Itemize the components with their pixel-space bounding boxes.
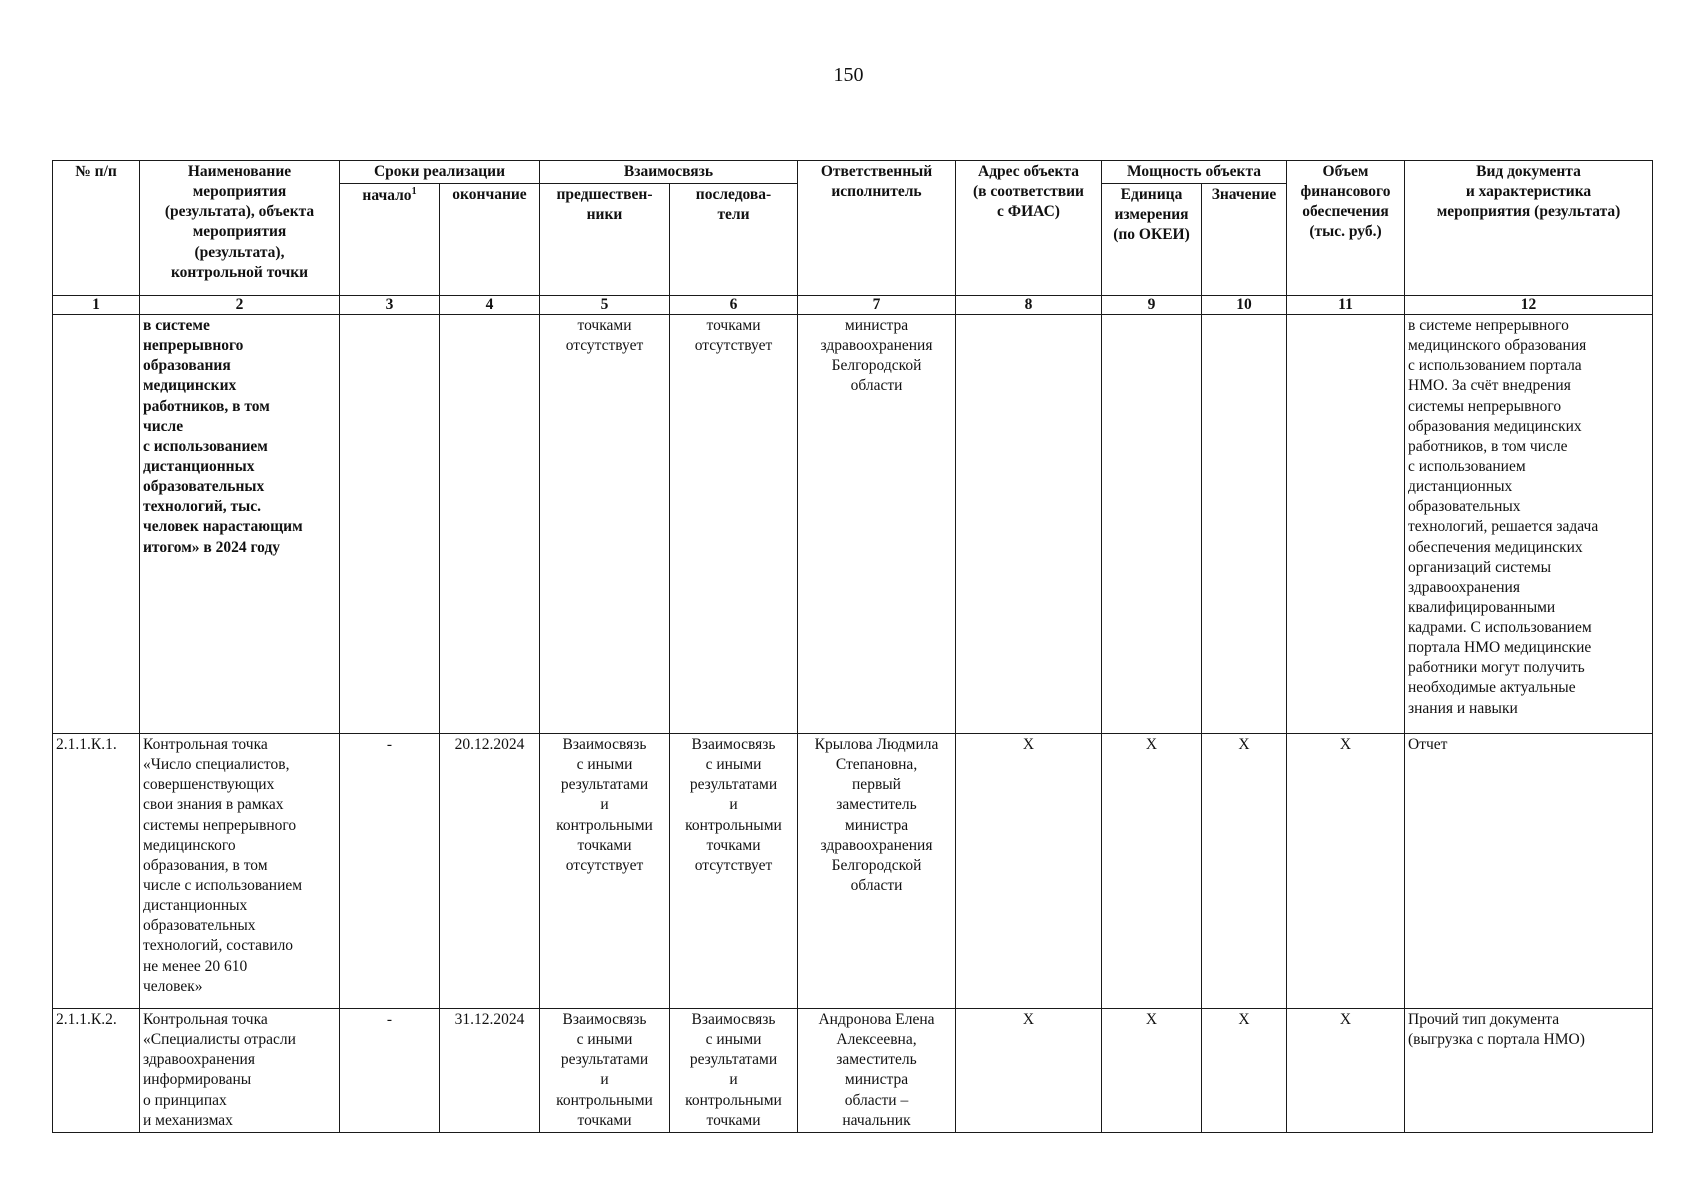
cell-start: - — [340, 733, 440, 1008]
cell-unit — [1102, 314, 1202, 733]
cell-responsible: Андронова Елена Алексеевна, заместитель министра области – начальник — [798, 1008, 956, 1132]
header-relation-group: Взаимосвязь — [540, 161, 798, 184]
cell-end: 31.12.2024 — [440, 1008, 540, 1132]
table-row — [53, 733, 1653, 1008]
cell-name: Контрольная точка «Специалисты отрасли здравоохранения информированы о принципах и механизмах — [140, 1008, 340, 1132]
header-num: № п/п — [53, 161, 140, 296]
cell-value: X — [1202, 1008, 1287, 1132]
cell-finance — [1287, 314, 1405, 733]
cell-responsible: Крылова Людмила Степановна, первый заместитель министра здравоохранения Белгородской области — [798, 733, 956, 1008]
cell-successors: Взаимосвязь с иными результатами и контрольными точками — [670, 1008, 798, 1132]
cell-address: X — [956, 733, 1102, 1008]
page-number: 150 — [833, 64, 864, 86]
header-capacity-group: Мощность объекта — [1102, 161, 1287, 184]
cell-document: Прочий тип документа (выгрузка с портала НМО) — [1405, 1008, 1653, 1132]
table-row — [53, 1008, 1653, 1132]
cell-document: в системе непрерывного медицинского образования с использованием портала НМО. За счёт внедрения системы непрерывного образования медицинских работников, в том числе с использованием дистанционных образовательных технологий, решается задача обеспечения медицинских организаций системы здравоохранения квалифицированными кадрами. С использованием портала НМО медицинские работники могут получить необходимые актуальные знания и навыки — [1405, 314, 1653, 733]
cell-value — [1202, 314, 1287, 733]
header-successors: последова- тели — [670, 184, 798, 296]
col-number: 3 — [340, 296, 440, 315]
cell-start — [340, 314, 440, 733]
cell-num — [53, 314, 140, 733]
header-start — [340, 184, 440, 296]
col-number: 6 — [670, 296, 798, 315]
header-finance: Объем финансового обеспечения (тыс. руб.) — [1287, 161, 1405, 296]
header-start-label: начало — [362, 187, 412, 205]
col-number: 12 — [1405, 296, 1653, 315]
column-number-row — [53, 296, 1653, 315]
cell-address: X — [956, 1008, 1102, 1132]
header-row-1 — [53, 161, 1653, 184]
cell-responsible: министра здравоохранения Белгородской области — [798, 314, 956, 733]
col-number: 4 — [440, 296, 540, 315]
cell-predecessors: точками отсутствует — [540, 314, 670, 733]
cell-finance: X — [1287, 1008, 1405, 1132]
cell-predecessors: Взаимосвязь с иными результатами и контрольными точками отсутствует — [540, 733, 670, 1008]
header-end: окончание — [440, 184, 540, 296]
table-row — [53, 314, 1653, 733]
header-terms-group: Сроки реализации — [340, 161, 540, 184]
cell-document: Отчет — [1405, 733, 1653, 1008]
col-number: 11 — [1287, 296, 1405, 315]
cell-finance: X — [1287, 733, 1405, 1008]
cell-successors: точками отсутствует — [670, 314, 798, 733]
header-value: Значение — [1202, 184, 1287, 296]
col-number: 7 — [798, 296, 956, 315]
header-address: Адрес объекта (в соответствии с ФИАС) — [956, 161, 1102, 296]
header-name: Наименование мероприятия (результата), объекта мероприятия (результата), контрольной точки — [140, 161, 340, 296]
header-document: Вид документа и характеристика мероприятия (результата) — [1405, 161, 1653, 296]
cell-value: X — [1202, 733, 1287, 1008]
cell-predecessors: Взаимосвязь с иными результатами и контрольными точками — [540, 1008, 670, 1132]
col-number: 5 — [540, 296, 670, 315]
cell-num: 2.1.1.К.2. — [53, 1008, 140, 1132]
cell-unit: X — [1102, 1008, 1202, 1132]
cell-successors: Взаимосвязь с иными результатами и контрольными точками отсутствует — [670, 733, 798, 1008]
plan-table — [52, 160, 1653, 1133]
col-number: 8 — [956, 296, 1102, 315]
cell-name: Контрольная точка «Число специалистов, совершенствующих свои знания в рамках системы непрерывного медицинского образования, в том числе с использованием дистанционных образовательных технологий, составило не менее 20 610 человек» — [140, 733, 340, 1008]
cell-end — [440, 314, 540, 733]
col-number: 10 — [1202, 296, 1287, 315]
col-number: 2 — [140, 296, 340, 315]
cell-unit: X — [1102, 733, 1202, 1008]
header-predecessors: предшествен- ники — [540, 184, 670, 296]
col-number: 9 — [1102, 296, 1202, 315]
header-responsible: Ответственный исполнитель — [798, 161, 956, 296]
cell-end: 20.12.2024 — [440, 733, 540, 1008]
plan-table-wrapper — [52, 160, 1652, 1133]
header-unit: Единица измерения (по ОКЕИ) — [1102, 184, 1202, 296]
cell-num: 2.1.1.К.1. — [53, 733, 140, 1008]
col-number: 1 — [53, 296, 140, 315]
footnote-mark: 1 — [411, 186, 417, 198]
cell-address — [956, 314, 1102, 733]
cell-name: в системе непрерывного образования медицинских работников, в том числе с использованием дистанционных образовательных технологий, тыс. человек нарастающим итогом» в 2024 году — [140, 314, 340, 733]
cell-start: - — [340, 1008, 440, 1132]
